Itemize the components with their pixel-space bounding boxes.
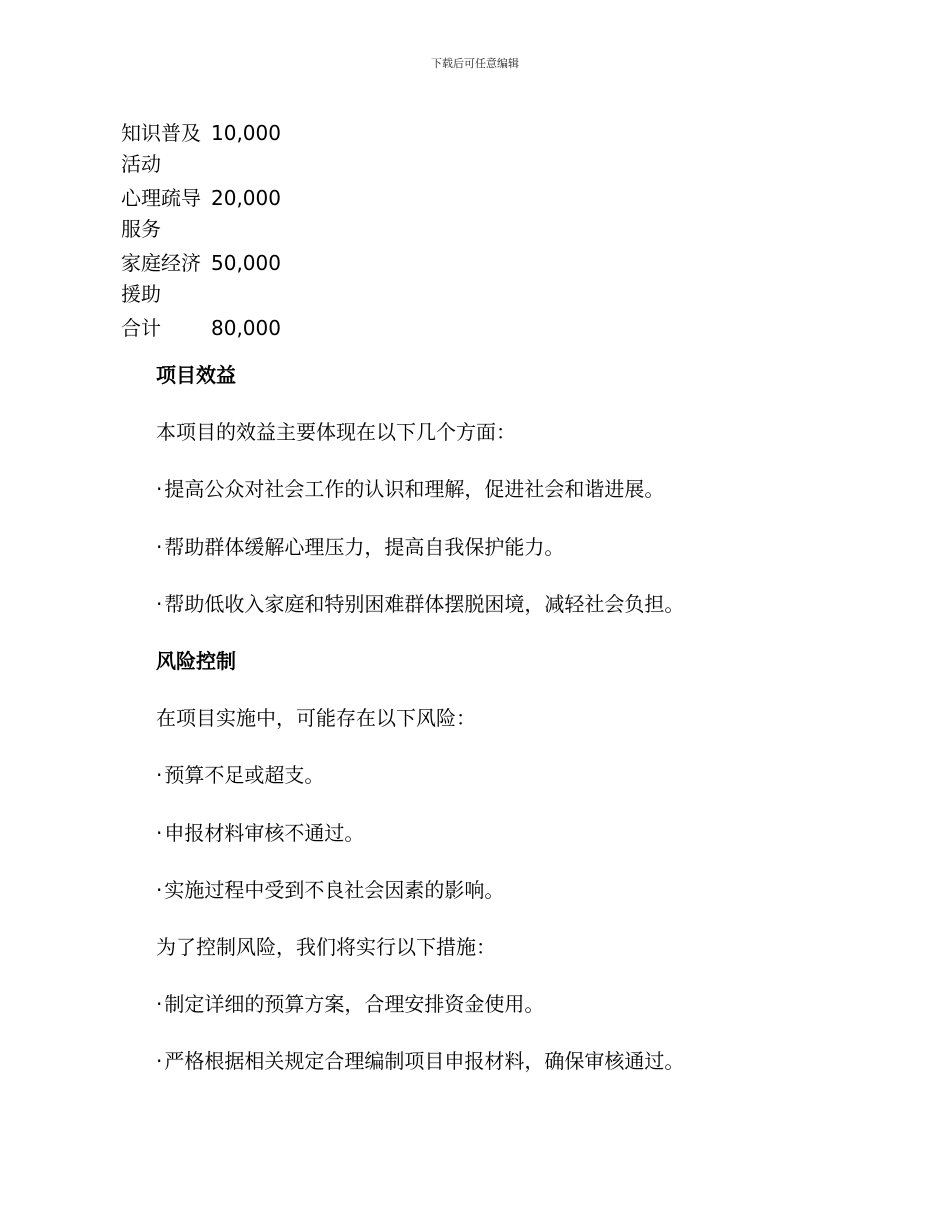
table-row <box>121 183 281 248</box>
budget-total-amount: 80,000 <box>211 316 281 340</box>
measures-bullet <box>156 986 856 1023</box>
budget-total-label: 合计 <box>121 316 161 340</box>
header-note: 下载后可任意编辑 <box>431 57 519 70</box>
bullet-text: 制定详细的预算方案，合理安排资金使用。 <box>164 992 545 1017</box>
bullet-mark: · <box>156 763 163 788</box>
bullet-mark: · <box>156 992 163 1017</box>
measures-intro: 为了控制风险，我们将实行以下措施： <box>156 934 496 959</box>
benefits-intro: 本项目的效益主要体现在以下几个方面： <box>156 420 516 445</box>
budget-table <box>121 118 281 347</box>
bullet-mark: · <box>156 591 163 616</box>
risk-intro: 在项目实施中，可能存在以下风险： <box>156 706 476 731</box>
bullet-mark: · <box>156 477 163 502</box>
bullet-text: 实施过程中受到不良社会因素的影响。 <box>164 877 505 902</box>
benefits-bullet <box>156 471 856 508</box>
risk-heading: 风险控制 <box>156 648 236 673</box>
bullet-text: 提高公众对社会工作的认识和理解，促进社会和谐进展。 <box>164 477 665 502</box>
bullet-mark: · <box>156 534 163 559</box>
bullet-text: 申报材料审核不通过。 <box>164 820 365 845</box>
bullet-text: 严格根据相关规定合理编制项目申报材料，确保审核通过。 <box>164 1049 685 1074</box>
bullet-text: 帮助群体缓解心理压力，提高自我保护能力。 <box>164 534 565 559</box>
document-body <box>156 357 856 1100</box>
budget-amount: 10,000 <box>211 121 281 145</box>
bullet-mark: · <box>156 820 163 845</box>
table-row <box>121 118 281 183</box>
bullet-text: 预算不足或超支。 <box>164 763 325 788</box>
measures-bullet <box>156 1043 856 1080</box>
bullet-mark: · <box>156 1049 163 1074</box>
table-row <box>121 248 281 313</box>
budget-item: 知识普及活动 <box>121 121 201 176</box>
budget-item: 家庭经济援助 <box>121 251 201 306</box>
budget-amount: 20,000 <box>211 186 281 210</box>
budget-amount: 50,000 <box>211 251 281 275</box>
benefits-bullet <box>156 586 856 623</box>
risk-bullet <box>156 872 856 909</box>
budget-item: 心理疏导服务 <box>121 186 201 241</box>
bullet-text: 帮助低收入家庭和特别困难群体摆脱困境，减轻社会负担。 <box>164 591 685 616</box>
benefits-heading: 项目效益 <box>156 363 236 387</box>
risk-bullet <box>156 757 856 794</box>
table-row <box>121 313 281 347</box>
bullet-mark: · <box>156 877 163 902</box>
risk-bullet <box>156 815 856 852</box>
benefits-bullet <box>156 529 856 566</box>
